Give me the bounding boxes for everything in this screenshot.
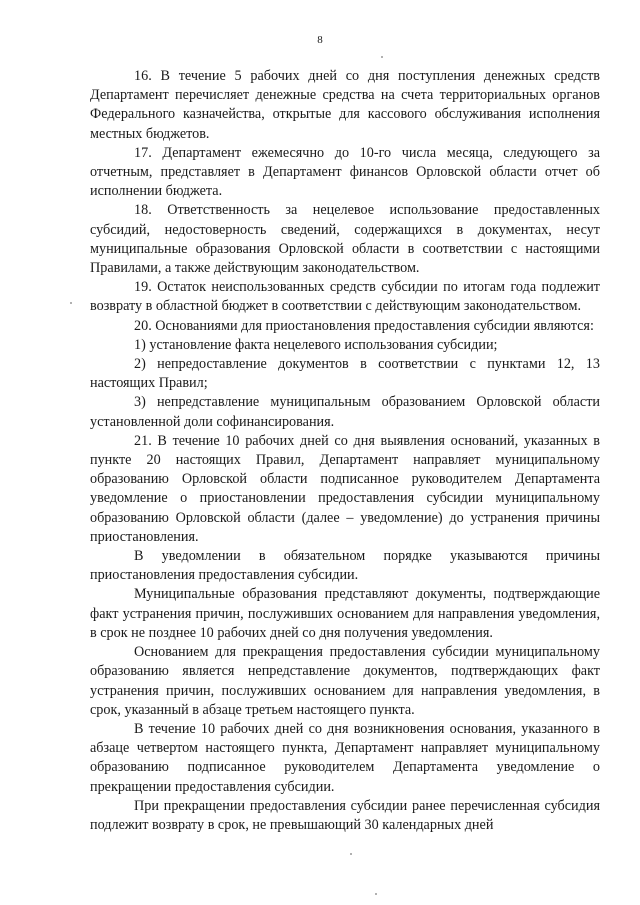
paragraph-17: 17. Департамент ежемесячно до 10-го числа месяца, следующего за отчетным, представляет в Департамент финансов Орловской области отчет об исполнении бюджета. — [90, 144, 600, 200]
scan-speck — [70, 302, 72, 304]
scan-speck — [350, 853, 352, 855]
paragraph-21-termination-basis: Основанием для прекращения предоставления субсидии муниципальному образованию является непредставление документов, подтверждающих факт устранения причин, послуживших основанием для направления уведомления, в срок, указанный в абзаце третьем настоящего пункта. — [90, 644, 600, 718]
paragraph-20-item-3: 3) непредставление муниципальным образованием Орловской области установленной доли софинансирования. — [90, 394, 600, 430]
paragraph-21-termination-notice: В течение 10 рабочих дней со дня возникновения основания, указанного в абзаце четвертом настоящего пункта, Департамент направляет муниципальному образованию подписанное руководителем Департамента уведомление о прекращении предоставления субсидии. — [90, 720, 600, 795]
document-body — [90, 67, 600, 835]
paragraph-21: 21. В течение 10 рабочих дней со дня выявления оснований, указанных в пункте 20 настоящих Правил, Департамент направляет муниципальному образованию Орловской области подписанное руководителем Департамента уведомление о приостановлении предоставления субсидии муниципальному образованию Орловской области (далее – уведомление) до устранения причины приостановления. — [90, 432, 600, 545]
paragraph-19: 19. Остаток неиспользованных средств субсидии по итогам года подлежит возврату в областной бюджет в соответствии с действующим законодательством. — [90, 279, 600, 315]
paragraph-16: 16. В течение 5 рабочих дней со дня поступления денежных средств Департамент перечисляет денежные средства на счета территориальных органов Федерального казначейства, открытые для кассового обслуживания исполнения местных бюджетов. — [90, 68, 600, 142]
paragraph-21-documents: Муниципальные образования представляют документы, подтверждающие факт устранения причин, послуживших основанием для направления уведомления, в срок не позднее 10 рабочих дней со дня получения уведомления. — [90, 586, 600, 641]
paragraph-21-refund: При прекращении предоставления субсидии ранее перечисленная субсидия подлежит возврату в срок, не превышающий 30 календарных дней — [90, 797, 600, 833]
paragraph-21-notice-reasons: В уведомлении в обязательном порядке указываются причины приостановления предоставления субсидии. — [90, 548, 600, 584]
scan-speck — [375, 893, 377, 895]
scan-speck — [381, 56, 383, 58]
paragraph-18: 18. Ответственность за нецелевое использование предоставленных субсидий, недостоверность сведений, содержащихся в документах, несут муниципальные образования Орловской области в соответствии с настоящими Правилами, а также действующим законодательством. — [90, 202, 600, 277]
paragraph-20: 20. Основаниями для приостановления предоставления субсидии являются: — [134, 317, 594, 334]
paragraph-20-item-1: 1) установление факта нецелевого использования субсидии; — [134, 336, 498, 353]
page-number: 8 — [317, 34, 323, 46]
paragraph-20-item-2: 2) непредоставление документов в соответствии с пунктами 12, 13 настоящих Правил; — [90, 356, 600, 392]
